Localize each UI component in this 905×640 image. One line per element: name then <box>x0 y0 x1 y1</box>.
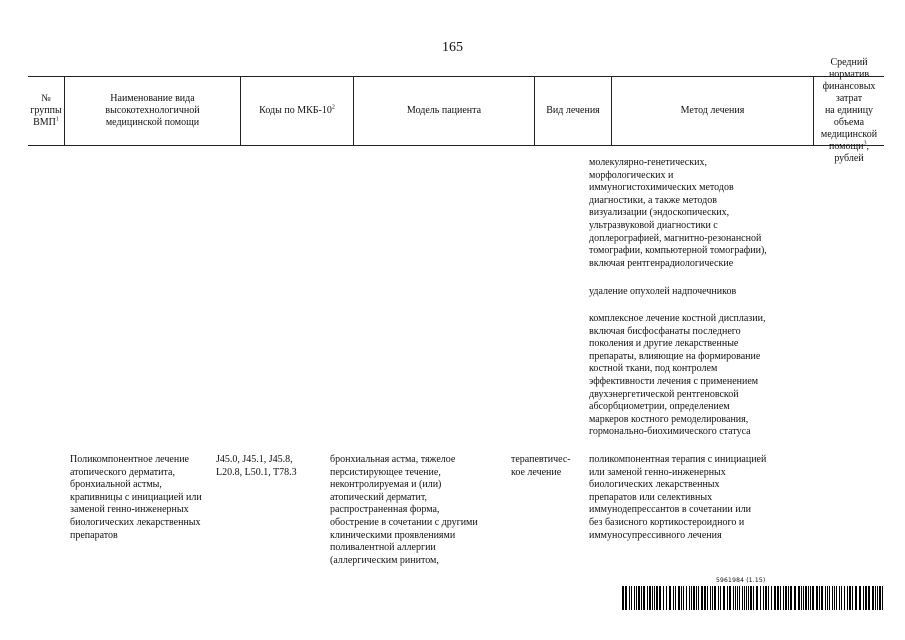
header-icd-codes: Коды по МКБ-$10^2$ <box>241 77 354 145</box>
header-average-cost: Средний норматив финансовых затрат на единицу объема медицинской помощи$^3$, рублей <box>820 57 878 164</box>
header-treatment-method: Метод лечения <box>612 77 814 145</box>
header-patient-model: Модель пациента <box>354 77 535 145</box>
row-icd-codes: J45.0, J45.1, J45.8, L20.8, L50.1, T78.3 <box>216 454 297 478</box>
method-adrenal-tumor-removal: удаление опухолей надпочечников <box>589 286 737 297</box>
header-treatment-type: Вид лечения <box>535 77 612 145</box>
method-continuation: молекулярно-генетических, морфологических и иммуногистохимических методов диагностики, а также методов визуализации (эндоскопических, ультразвуковой диагностики с доплерографией, магнитно-резонансной томографии, компьютерной томографии), включая рентгенрадиологические <box>589 157 767 269</box>
header-care-type: Наименование вида высокотехнологичной медицинской помощи <box>65 77 241 145</box>
header-group-number: № группы ВМП$^1$ <box>28 77 65 145</box>
method-bone-dysplasia-treatment: комплексное лечение костной дисплазии, включая бисфосфанаты последнего поколения и другие лекарственные препараты, влияющие на формирование костной ткани, под контролем эффективности лечения с применением двухэнергетической рентгеновской абсорбциометрии, определением маркеров костного ремоделирования, гормонально-биохимического статуса <box>589 313 766 438</box>
row-patient-model: бронхиальная астма, тяжелое персистирующее течение, неконтролируемая и (или) атопический дерматит, распространенная форма, обострение в сочетании с другими клиническими проявлениями поливалентной аллергии (аллергическим ринитом, <box>330 454 478 566</box>
row-treatment-type: терапевтичес- кое лечение <box>511 454 571 478</box>
table-header <box>28 57 884 164</box>
page-number: 165 <box>442 40 463 55</box>
barcode-label: 5961984 (1.15) <box>716 577 766 584</box>
row-treatment-method: поликомпонентная терапия с инициацией или заменой генно-инженерных биологических лекарственных препаратов или селективных иммунодепрессантов в сочетании или без базисного кортикостероидного и иммуносупрессивного лечения <box>589 454 767 541</box>
barcode-icon <box>622 586 884 610</box>
row-care-type-name: Поликомпонентное лечение атопического дерматита, бронхиальной астмы, крапивницы с инициацией или заменой генно-инженерных биологических лекарственных препаратов <box>70 454 202 541</box>
